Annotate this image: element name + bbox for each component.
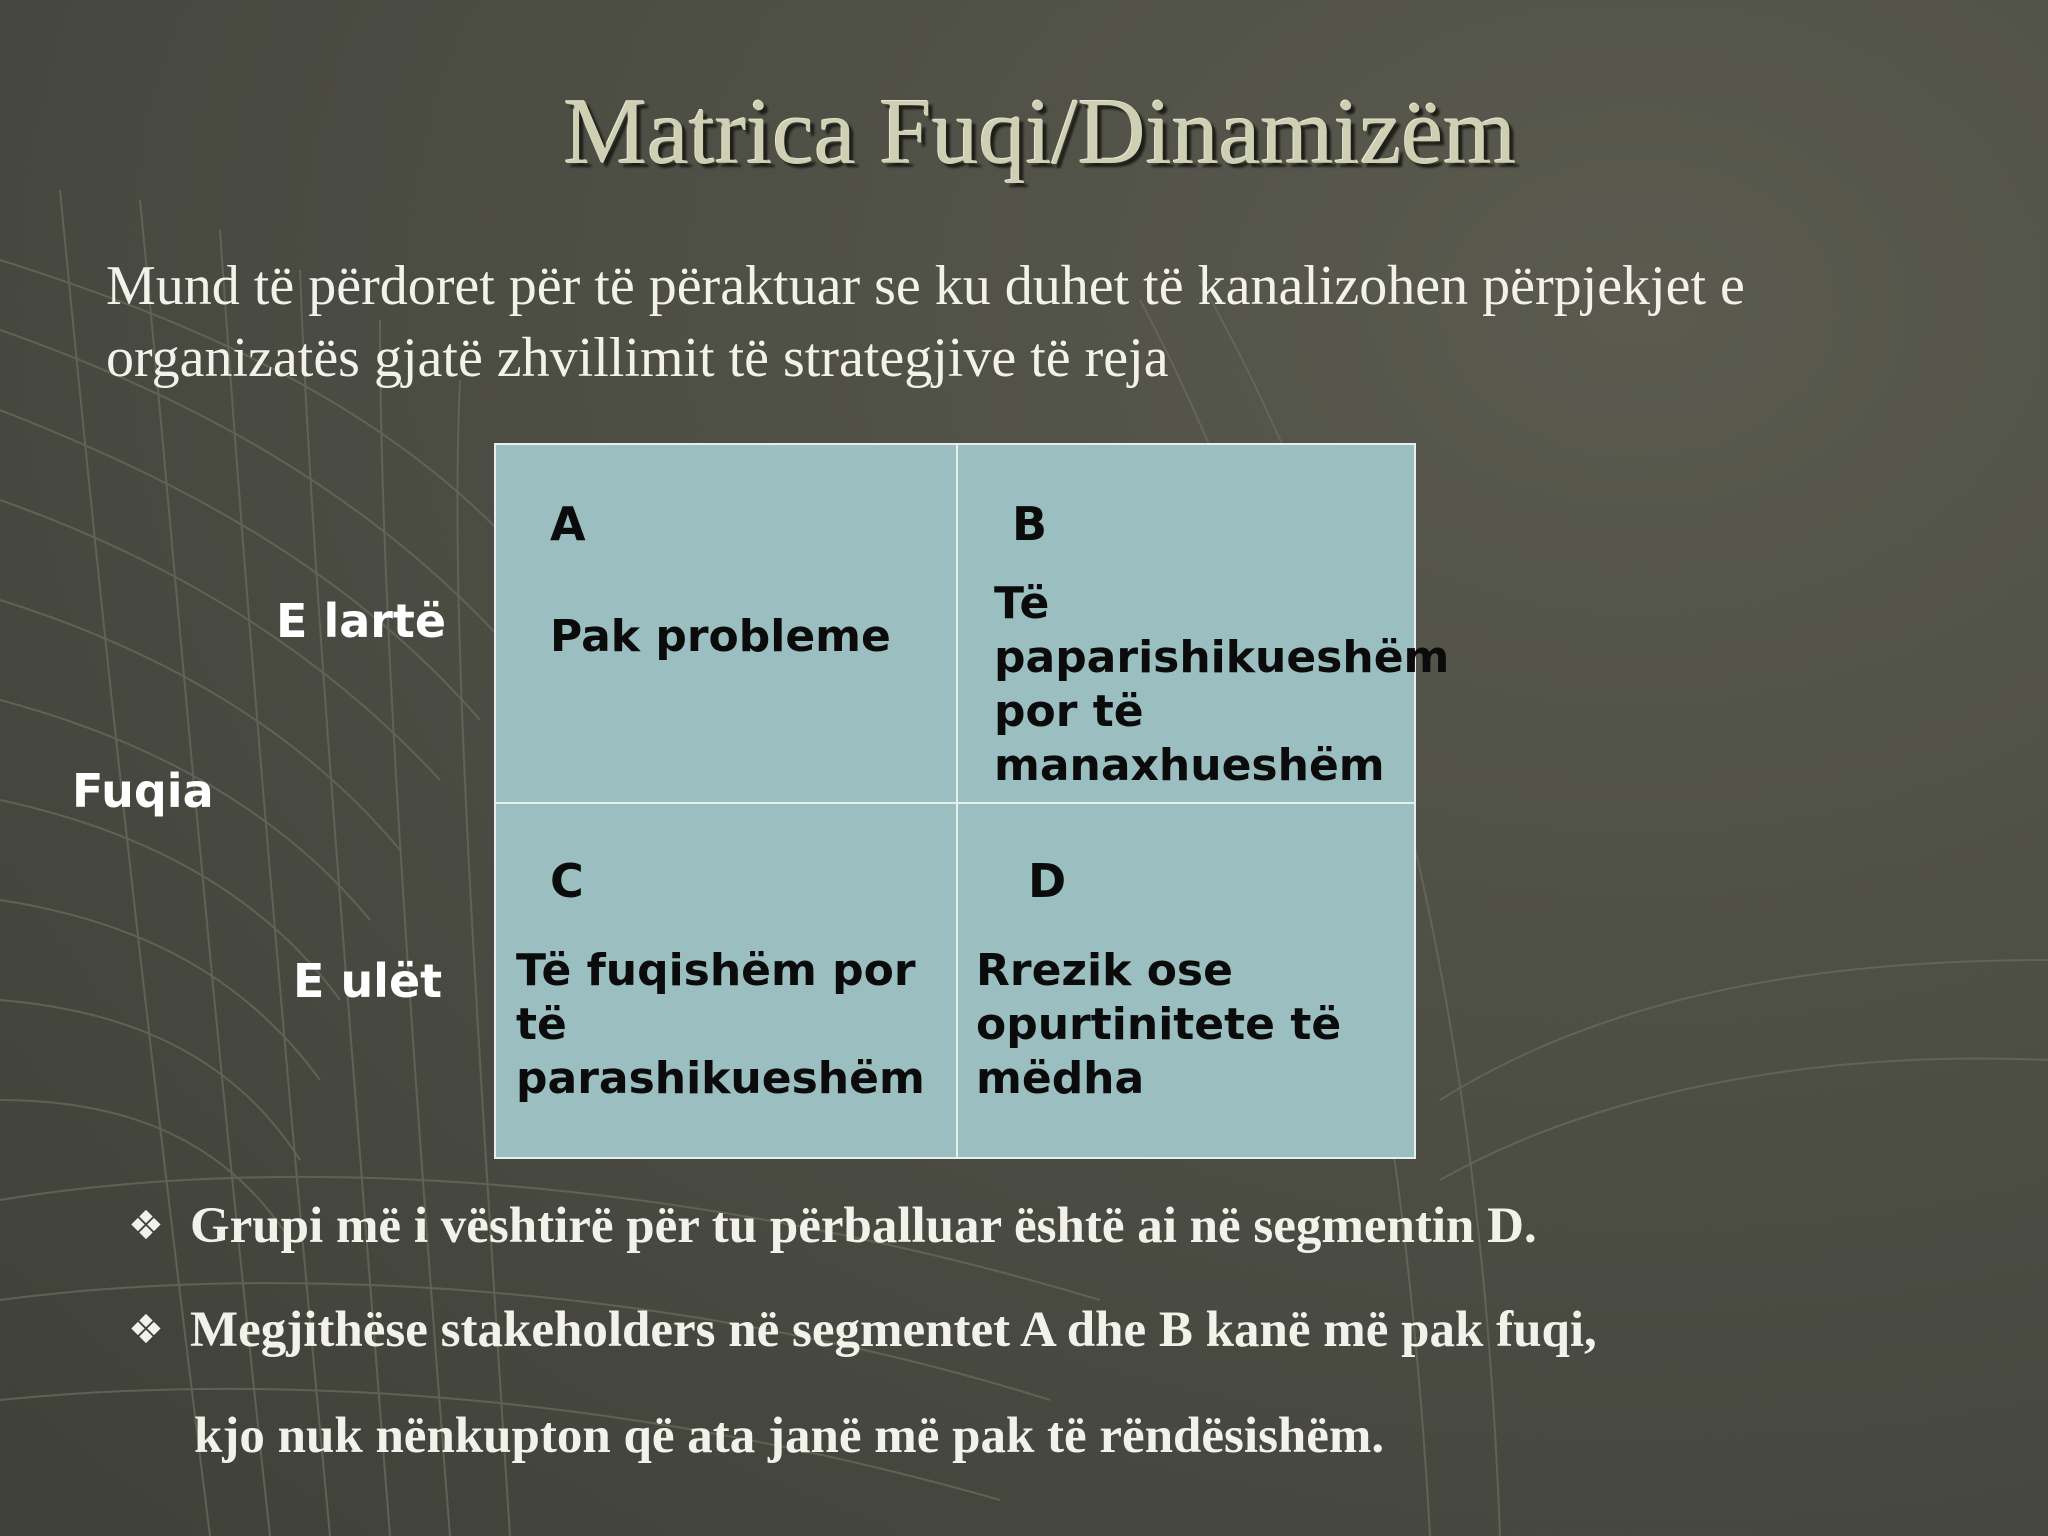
slide-title: Matrica Fuqi/Dinamizëm (563, 80, 1517, 184)
quadrant-d-line: mëdha (976, 1053, 1145, 1104)
quadrant-b-letter: B (1012, 497, 1048, 551)
quadrant-a-letter: A (550, 497, 586, 551)
quadrant-a (496, 445, 956, 802)
quadrant-c-description (516, 944, 956, 1106)
bullet-text-2-continuation: kjo nuk nënkupton që ata janë më pak të rëndësishëm. (194, 1408, 1385, 1464)
quadrant-a-description (550, 610, 891, 664)
intro-line-1: Mund të përdoret për të përaktuar se ku duhet të kanalizohen përpjekjet e (106, 255, 1745, 317)
quadrant-b-line: Të (994, 578, 1050, 629)
quadrant-c-line: Të fuqishëm por të (516, 945, 916, 1050)
quadrant-b-description (994, 577, 1449, 793)
quadrant-c-letter: C (550, 854, 584, 908)
quadrant-a-line: Pak probleme (550, 611, 891, 662)
bullet-text-2: Megjithëse stakeholders në segmentet A dhe B kanë më pak fuqi, (190, 1302, 1597, 1358)
intro-text (106, 250, 1946, 394)
power-dynamism-matrix (494, 443, 1450, 1159)
quadrant-d-description (976, 944, 1341, 1106)
axis-label-power: Fuqia (72, 764, 214, 818)
bullet-list (128, 1190, 2008, 1398)
diamond-bullet-icon: ❖ (128, 1307, 164, 1353)
bullet-item-2 (128, 1294, 2008, 1398)
axis-label-low: E ulët (293, 954, 443, 1008)
bullet-item-1 (128, 1190, 2008, 1294)
diamond-bullet-icon: ❖ (128, 1203, 164, 1249)
quadrant-c (496, 802, 956, 1157)
quadrant-d-line: opurtinitete të (976, 999, 1342, 1050)
axis-label-high: E lartë (276, 594, 447, 648)
quadrant-b-line: por të (994, 686, 1144, 737)
bullet-text-1: Grupi më i vështirë për tu përballuar është ai në segmentin D. (190, 1198, 1537, 1254)
quadrant-c-line: parashikueshëm (516, 1053, 925, 1104)
quadrant-b-line: manaxhueshëm (994, 740, 1385, 791)
quadrant-b-line: paparishikueshëm (994, 632, 1450, 683)
quadrant-d (956, 802, 1416, 1157)
quadrant-d-line: Rrezik ose (976, 945, 1233, 996)
quadrant-b (956, 445, 1450, 802)
quadrant-d-letter: D (1028, 854, 1067, 908)
intro-line-2: organizatës gjatë zhvillimit të strategjive të reja (106, 327, 1169, 389)
